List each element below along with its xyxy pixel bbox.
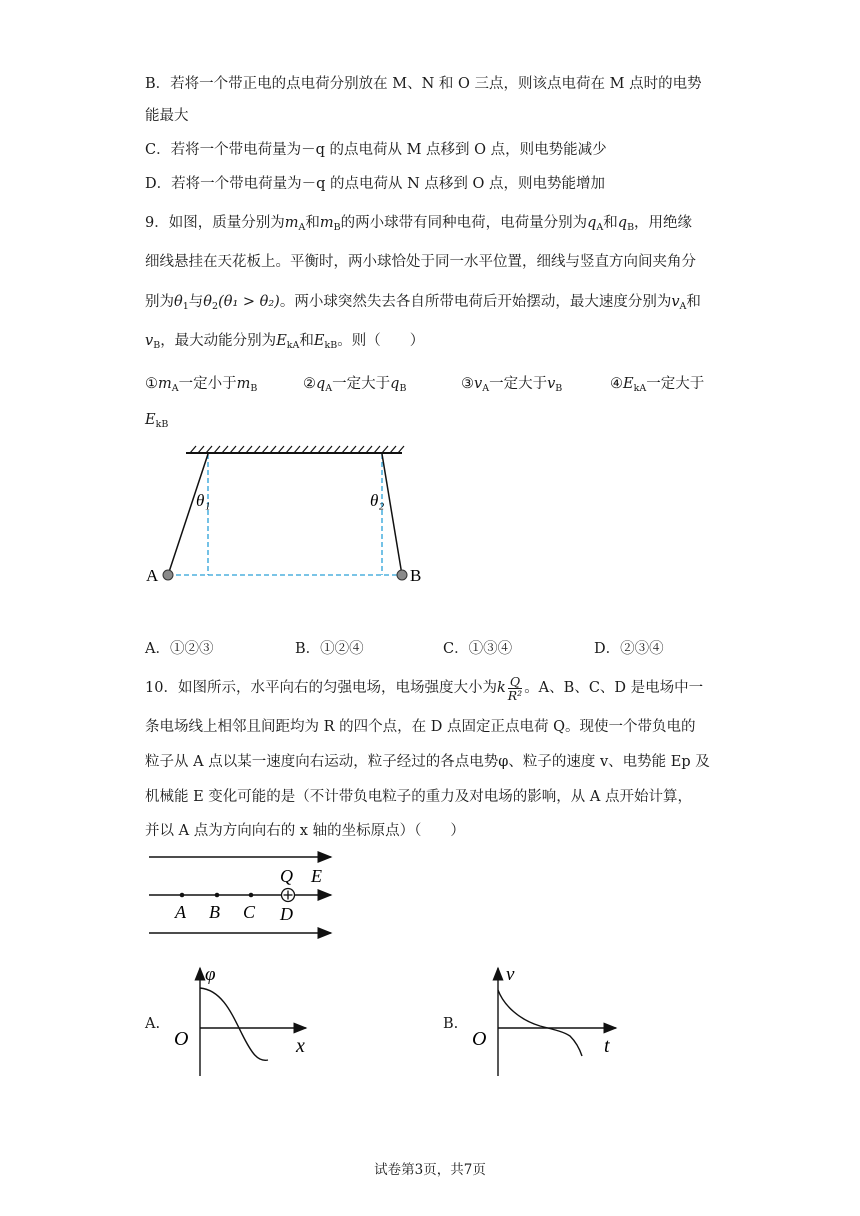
symbol-EkB: E: [313, 333, 325, 349]
graph-a-potential: [170, 962, 330, 1082]
statement-marker: ④: [610, 376, 623, 392]
q9-line1: [145, 213, 692, 238]
string-a: [168, 454, 211, 575]
symbol-qB-sub: B: [399, 383, 407, 394]
ball-a: [163, 570, 173, 580]
symbol-EkA-sub: kA: [286, 340, 300, 351]
q9-text: 。则（ ）: [337, 333, 425, 349]
q10-text: 。A、B、C、D 是电场中一: [524, 680, 704, 696]
label-origin: O: [174, 1028, 189, 1050]
symbol-EkA: E: [276, 333, 287, 349]
q9-text: 和: [686, 294, 701, 310]
symbol-vB: v: [145, 333, 154, 349]
q10-line4: 机械能 E 变化可能的是（不计带负电粒子的重力及对电场的影响，从 A 点开始计算，: [145, 789, 692, 805]
point-c: [249, 893, 254, 898]
q10-number: 10．: [145, 680, 178, 696]
symbol-EkB: E: [145, 412, 156, 428]
q9-option-a: A．①②③: [145, 641, 214, 657]
label-v: v: [506, 964, 515, 985]
q9-text: 别为: [145, 294, 174, 310]
symbol-qA-sub: A: [596, 222, 604, 233]
q10-line2: 条电场线上相邻且间距均为 R 的四个点，在 D 点固定正点电荷 Q。现使一个带负电的: [145, 719, 696, 735]
symbol-qA-sub: A: [325, 383, 333, 394]
velocity-curve: [498, 990, 582, 1056]
symbol-theta1-sub: 1: [182, 301, 189, 312]
label-a: A: [175, 902, 186, 922]
symbol-qB: q: [617, 215, 628, 231]
symbol-mB: m: [236, 376, 251, 392]
statement-marker: ③: [461, 376, 474, 392]
q9-line3: [145, 292, 701, 317]
statement-text: 一定大于: [646, 376, 705, 392]
symbol-mB-sub: B: [250, 383, 258, 394]
q10-line3: 粒子从 A 点以某一速度向右运动，粒子经过的各点电势φ、粒子的速度 v、电势能 Ep 及: [145, 754, 710, 770]
q9-statement-4-cont: [145, 412, 168, 430]
symbol-theta1: θ: [174, 294, 183, 310]
symbol-EkB-sub: kB: [324, 340, 338, 351]
label-q: Q: [280, 866, 293, 886]
q10-line1: [145, 673, 703, 703]
statement-marker: ②: [303, 376, 316, 392]
q8-option-d: D．若将一个带电荷量为－q 的点电荷从 N 点移到 O 点，则电势能增加: [145, 176, 606, 192]
q9-number: 9．: [145, 215, 169, 231]
q9-text: 如图，质量分别为: [168, 215, 285, 231]
q9-text: ，用绝缘: [634, 215, 693, 231]
symbol-qA: q: [587, 215, 597, 231]
symbol-qB-sub: B: [627, 222, 635, 233]
symbol-qB: q: [390, 376, 400, 392]
symbol-mA-sub: A: [298, 222, 306, 233]
statement-text: 一定大于: [489, 376, 548, 392]
symbol-mA-sub: A: [171, 383, 179, 394]
statement-text: 一定小于: [178, 376, 237, 392]
q9-text: 的两小球带有同种电荷，电荷量分别为: [340, 215, 588, 231]
symbol-vA-sub: A: [679, 301, 687, 312]
label-c: C: [243, 902, 256, 922]
q9-text: 和: [299, 333, 314, 349]
q9-statement-3: [461, 372, 562, 394]
q8-option-b-line2: 能最大: [145, 108, 189, 124]
symbol-mA: m: [158, 376, 172, 392]
label-e: E: [311, 866, 322, 886]
q9-text: ，最大动能分别为: [160, 333, 277, 349]
q9-text: 和: [603, 215, 618, 231]
q9-line4: [145, 331, 424, 356]
field-line-figure: [145, 852, 345, 942]
q10-option-b-label: B.: [443, 1016, 459, 1032]
statement-marker: ①: [145, 376, 158, 392]
string-b: [382, 454, 402, 575]
label-b: B: [209, 902, 220, 922]
fraction-denominator: R²: [507, 687, 523, 703]
symbol-k: k: [496, 680, 506, 696]
symbol-vA-sub: A: [482, 383, 490, 394]
q9-text: 。两小球突然失去各自所带电荷后开始摆动，最大速度分别为: [279, 294, 672, 310]
label-t: t: [604, 1035, 610, 1057]
label-theta2: θ₂: [370, 491, 385, 510]
label-phi: φ: [205, 964, 216, 985]
q9-statement-2: [303, 372, 406, 394]
q9-option-b: B．①②④: [295, 641, 364, 657]
label-d: D: [280, 904, 293, 924]
q9-statement-4: [610, 372, 704, 394]
q9-statement-1: [145, 372, 257, 394]
symbol-EkB-sub: kB: [155, 419, 169, 430]
fraction-numerator: Q: [508, 675, 522, 689]
symbol-EkA: E: [623, 376, 634, 392]
page-footer: 试卷第3页，共7页: [374, 1162, 486, 1178]
q9-text: 和: [305, 215, 320, 231]
q8-option-b-line1: B．若将一个带正电的点电荷分别放在 M、N 和 O 三点，则该点电荷在 M 点时的电势: [145, 76, 702, 92]
positive-charge-icon: [282, 889, 295, 902]
symbol-qA: q: [316, 376, 326, 392]
symbol-theta2: θ: [203, 294, 213, 310]
label-origin: O: [472, 1028, 487, 1050]
symbol-vB-sub: B: [153, 340, 161, 351]
symbol-vB: v: [547, 376, 556, 392]
symbol-vA: v: [474, 376, 483, 392]
q9-option-c: C．①③④: [443, 641, 513, 657]
q9-line2: 细线悬挂在天花板上。平衡时，两小球恰处于同一水平位置，细线与竖直方向间夹角分: [145, 254, 696, 270]
symbol-vA: v: [671, 294, 680, 310]
symbol-mB: m: [319, 215, 334, 231]
symbol-vB-sub: B: [555, 383, 563, 394]
symbol-theta2-sub: 2: [212, 301, 219, 312]
q10-line5: 并以 A 点为方向向右的 x 轴的坐标原点）（ ）: [145, 823, 465, 839]
ceiling: [186, 446, 404, 453]
label-a: A: [146, 566, 159, 585]
symbol-mB-sub: B: [333, 222, 341, 233]
symbol-EkA-sub: kA: [633, 383, 647, 394]
label-x: x: [296, 1035, 305, 1057]
label-b: B: [410, 566, 422, 585]
graph-b-velocity: [468, 962, 628, 1082]
fraction-q-over-r2: [508, 675, 522, 702]
potential-curve: [200, 988, 268, 1060]
q10-text: 如图所示，水平向右的匀强电场，电场强度大小为: [177, 680, 497, 696]
q8-option-c: C．若将一个带电荷量为－q 的点电荷从 M 点移到 O 点，则电势能减少: [145, 142, 607, 158]
label-theta1: θ₁: [196, 491, 211, 510]
ball-b: [397, 570, 407, 580]
statement-text: 一定大于: [332, 376, 391, 392]
symbol-mA: m: [284, 215, 299, 231]
point-b: [215, 893, 220, 898]
pendulum-figure: [140, 444, 420, 594]
point-a: [180, 893, 185, 898]
q10-option-a-label: A.: [145, 1016, 161, 1032]
q9-text: 与: [188, 294, 204, 310]
symbol-condition: (θ₁ > θ₂): [218, 294, 280, 310]
q9-option-d: D．②③④: [594, 641, 664, 657]
